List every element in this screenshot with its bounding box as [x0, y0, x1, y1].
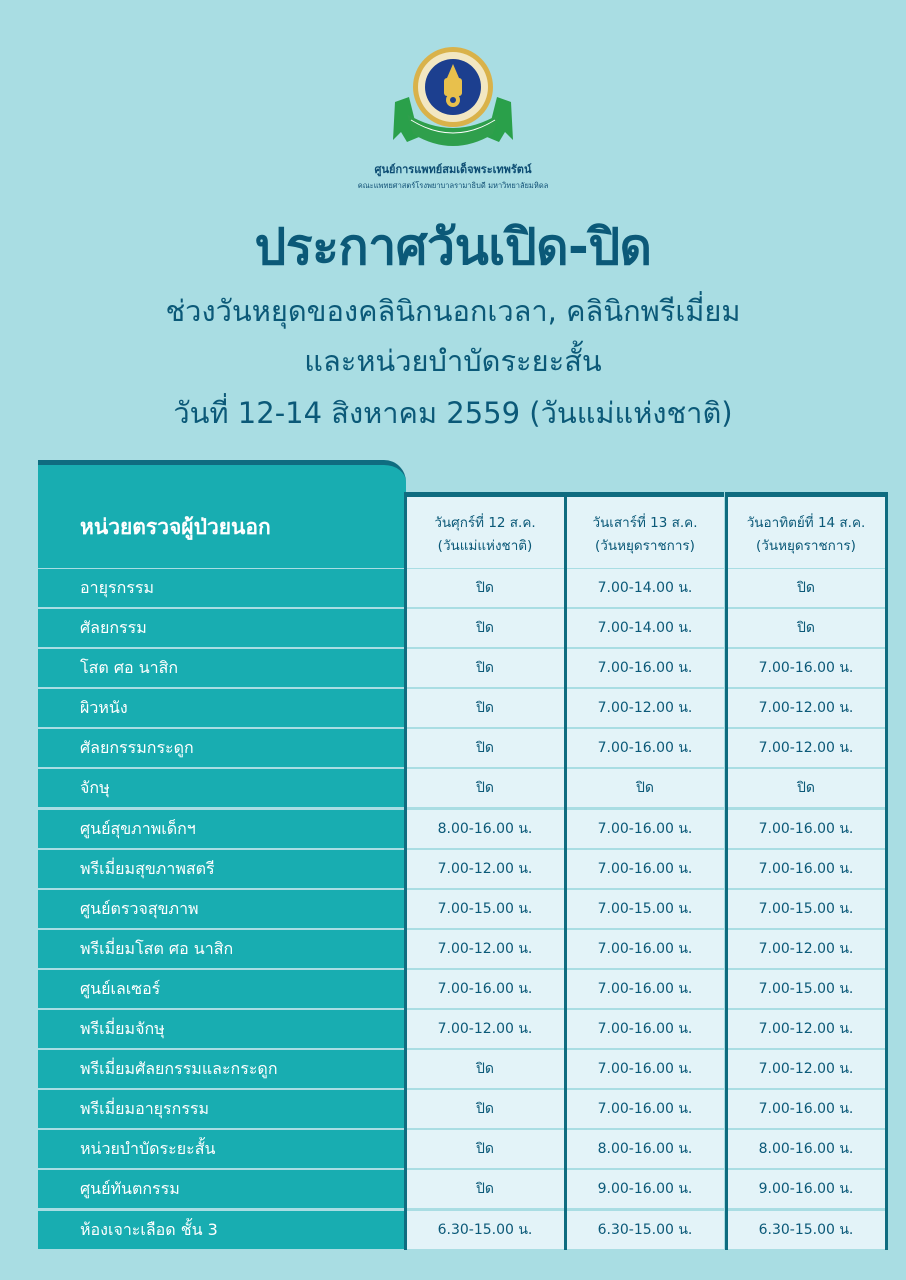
sat-hours: 7.00-14.00 น. — [566, 569, 724, 607]
column-divider — [885, 492, 888, 1250]
org-subtitle: คณะแพทยศาสตร์โรงพยาบาลรามาธิบดี มหาวิทยาลัยมหิดล — [357, 181, 549, 190]
fri-hours: ปิด — [406, 769, 564, 807]
column-header-sat-note: (วันหยุดราชการ) — [595, 538, 695, 554]
table-row — [38, 729, 888, 767]
column-header-fri-date: วันศุกร์ที่ 12 ส.ค. — [434, 515, 536, 531]
fri-hours: ปิด — [406, 1170, 564, 1208]
sun-hours: 7.00-12.00 น. — [727, 1010, 885, 1048]
sun-hours: 7.00-16.00 น. — [727, 649, 885, 687]
table-row — [38, 1050, 888, 1088]
schedule-table — [38, 460, 888, 1250]
table-row — [38, 1211, 888, 1249]
table-row — [38, 850, 888, 888]
sun-hours: 9.00-16.00 น. — [727, 1170, 885, 1208]
page-title: ประกาศวันเปิด-ปิด — [254, 218, 652, 276]
fri-hours: ปิด — [406, 729, 564, 767]
sun-hours: 7.00-15.00 น. — [727, 970, 885, 1008]
sat-hours: 7.00-14.00 น. — [566, 609, 724, 647]
sat-hours: 7.00-15.00 น. — [566, 890, 724, 928]
column-header-sat — [566, 492, 724, 568]
table-row — [38, 1090, 888, 1128]
clinic-name: พรีเมี่ยมจักษุ — [38, 1010, 404, 1048]
table-row — [38, 970, 888, 1008]
sun-hours: ปิด — [727, 569, 885, 607]
subtitle-line-3: วันที่ 12-14 สิงหาคม 2559 (วันแม่แห่งชาติ) — [173, 396, 733, 430]
table-row — [38, 649, 888, 687]
university-seal-icon — [389, 42, 517, 154]
sat-hours: 7.00-16.00 น. — [566, 850, 724, 888]
table-row — [38, 569, 888, 607]
sun-hours: 7.00-12.00 น. — [727, 1050, 885, 1088]
clinic-name: ศูนย์ทันตกรรม — [38, 1170, 404, 1208]
sat-hours: 9.00-16.00 น. — [566, 1170, 724, 1208]
column-header-sun-note: (วันหยุดราชการ) — [756, 538, 856, 554]
column-header-fri-note: (วันแม่แห่งชาติ) — [437, 538, 533, 554]
clinic-name: พรีเมี่ยมสุขภาพสตรี — [38, 850, 404, 888]
clinic-name: ศูนย์เลเซอร์ — [38, 970, 404, 1008]
sun-hours: 8.00-16.00 น. — [727, 1130, 885, 1168]
clinic-name: ศูนย์สุขภาพเด็กฯ — [38, 810, 404, 848]
clinic-name: พรีเมี่ยมโสต ศอ นาสิก — [38, 930, 404, 968]
column-header-sun — [727, 492, 885, 568]
clinic-name: พรีเมี่ยมศัลยกรรมและกระดูก — [38, 1050, 404, 1088]
table-row — [38, 930, 888, 968]
sat-hours: 8.00-16.00 น. — [566, 1130, 724, 1168]
fri-hours: ปิด — [406, 1130, 564, 1168]
column-divider — [564, 492, 567, 1250]
sat-hours: 7.00-16.00 น. — [566, 649, 724, 687]
fri-hours: ปิด — [406, 1050, 564, 1088]
org-name: ศูนย์การแพทย์สมเด็จพระเทพรัตน์ — [374, 163, 532, 176]
clinic-name: หน่วยบำบัดระยะสั้น — [38, 1130, 404, 1168]
clinic-name: โสต ศอ นาสิก — [38, 649, 404, 687]
sun-hours: 7.00-16.00 น. — [727, 1090, 885, 1128]
table-header-tab — [38, 460, 406, 568]
sun-hours: 7.00-16.00 น. — [727, 850, 885, 888]
sat-hours: 6.30-15.00 น. — [566, 1211, 724, 1249]
clinic-name: จักษุ — [38, 769, 404, 807]
fri-hours: ปิด — [406, 1090, 564, 1128]
logo-block — [0, 42, 906, 192]
column-header-fri — [406, 492, 564, 568]
sat-hours: 7.00-12.00 น. — [566, 689, 724, 727]
fri-hours: ปิด — [406, 569, 564, 607]
sat-hours: 7.00-16.00 น. — [566, 970, 724, 1008]
clinic-name: ผิวหนัง — [38, 689, 404, 727]
sat-hours: 7.00-16.00 น. — [566, 729, 724, 767]
table-row — [38, 1170, 888, 1208]
sun-hours: 7.00-16.00 น. — [727, 810, 885, 848]
fri-hours: 7.00-12.00 น. — [406, 930, 564, 968]
clinic-name: ศูนย์ตรวจสุขภาพ — [38, 890, 404, 928]
fri-hours: 6.30-15.00 น. — [406, 1211, 564, 1249]
column-divider — [725, 492, 728, 1250]
subtitle-line-2: และหน่วยบำบัดระยะสั้น — [304, 344, 602, 378]
table-row — [38, 1130, 888, 1168]
sat-hours: 7.00-16.00 น. — [566, 1050, 724, 1088]
fri-hours: 8.00-16.00 น. — [406, 810, 564, 848]
sun-hours: 7.00-12.00 น. — [727, 689, 885, 727]
clinic-name: ศัลยกรรม — [38, 609, 404, 647]
clinic-name: พรีเมี่ยมอายุรกรรม — [38, 1090, 404, 1128]
column-header-sat-date: วันเสาร์ที่ 13 ส.ค. — [592, 515, 698, 531]
table-body — [38, 569, 888, 1251]
sun-hours: 6.30-15.00 น. — [727, 1211, 885, 1249]
column-divider — [404, 492, 407, 1250]
table-header-label: หน่วยตรวจผู้ป่วยนอก — [80, 515, 271, 539]
fri-hours: 7.00-12.00 น. — [406, 850, 564, 888]
table-row — [38, 769, 888, 807]
fri-hours: 7.00-12.00 น. — [406, 1010, 564, 1048]
column-header-sun-date: วันอาทิตย์ที่ 14 ส.ค. — [746, 515, 866, 531]
sun-hours: ปิด — [727, 769, 885, 807]
sun-hours: ปิด — [727, 609, 885, 647]
sun-hours: 7.00-12.00 น. — [727, 729, 885, 767]
sun-hours: 7.00-12.00 น. — [727, 930, 885, 968]
table-row — [38, 609, 888, 647]
clinic-name: ห้องเจาะเลือด ชั้น 3 — [38, 1211, 404, 1249]
table-row — [38, 810, 888, 848]
sat-hours: 7.00-16.00 น. — [566, 1010, 724, 1048]
clinic-name: ศัลยกรรมกระดูก — [38, 729, 404, 767]
sun-hours: 7.00-15.00 น. — [727, 890, 885, 928]
fri-hours: ปิด — [406, 689, 564, 727]
fri-hours: ปิด — [406, 609, 564, 647]
sat-hours: 7.00-16.00 น. — [566, 930, 724, 968]
clinic-name: อายุรกรรม — [38, 569, 404, 607]
table-row — [38, 689, 888, 727]
table-row — [38, 1010, 888, 1048]
sat-hours: 7.00-16.00 น. — [566, 1090, 724, 1128]
table-row — [38, 890, 888, 928]
fri-hours: 7.00-16.00 น. — [406, 970, 564, 1008]
sat-hours: ปิด — [566, 769, 724, 807]
fri-hours: ปิด — [406, 649, 564, 687]
sat-hours: 7.00-16.00 น. — [566, 810, 724, 848]
fri-hours: 7.00-15.00 น. — [406, 890, 564, 928]
subtitle-line-1: ช่วงวันหยุดของคลินิกนอกเวลา, คลินิกพรีเมี่ยม — [165, 294, 741, 328]
